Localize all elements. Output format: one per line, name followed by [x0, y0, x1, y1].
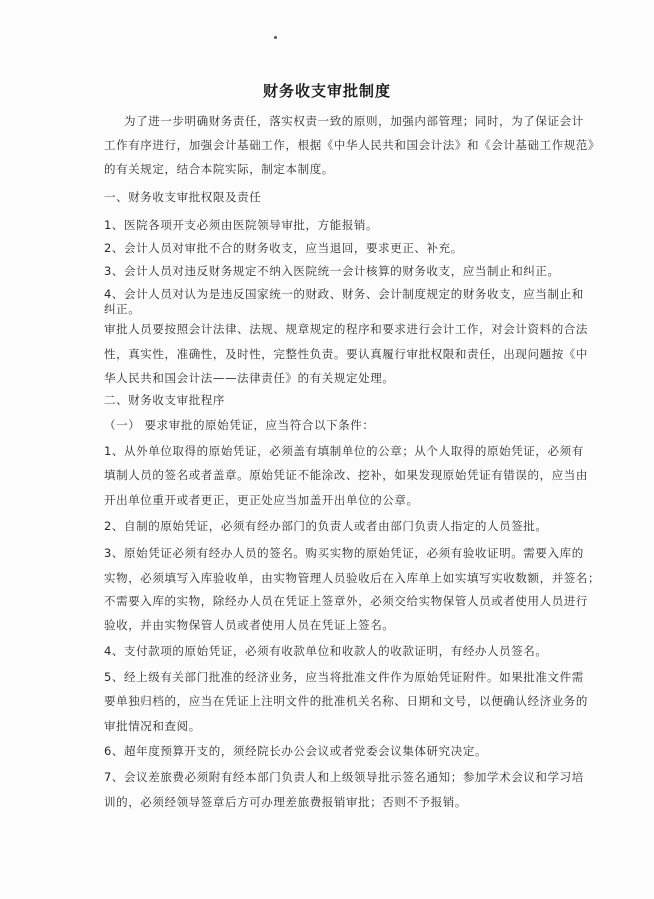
- paragraph-line: 的有关规定，结合本院实际，制定本制度。: [104, 162, 334, 176]
- paragraph-line: 审批人员要按照会计法律、法规、规章规定的程序和要求进行会计工作，对会计资料的合法: [104, 322, 588, 336]
- list-item: 4、会计人员对认为是违反国家统一的财政、财务、会计制度规定的财务收支，应当制止和: [104, 287, 584, 301]
- list-item: 5、经上级有关部门批准的经济业务，应当将批准文件作为原始凭证附件。如果批准文件需: [104, 670, 584, 684]
- paragraph-line: 为了进一步明确财务责任，落实权责一致的原则，加强内部管理；同时，为了保证会计: [124, 114, 584, 128]
- subsection-heading: （一） 要求审批的原始凭证，应当符合以下条件：: [104, 418, 375, 432]
- section-heading: 一、财务收支审批权限及责任: [104, 190, 262, 204]
- list-item-continued: 开出单位重开或者更正，更正处应当加盖开出单位的公章。: [104, 493, 419, 507]
- document-title: 财务收支审批制度: [262, 82, 391, 100]
- list-item: 4、支付款项的原始凭证，必须有收款单位和收款人的收款证明，有经办人员签名。: [104, 644, 548, 658]
- list-item-continued: 实物，必须填写入库验收单，由实物管理人员验收后在入库单上如实填写实收数额，并签名；: [104, 571, 601, 585]
- list-item: 7、会议差旅费必须附有经本部门负责人和上级领导批示签名通知；参加学术会议和学习培: [104, 770, 584, 784]
- list-item: 3、原始凭证必须有经办人员的签名。购买实物的原始凭证，必须有验收证明。需要入库的: [104, 546, 584, 560]
- section-heading: 二、财务收支审批程序: [104, 393, 225, 407]
- paragraph-line: 工作有序进行，加强会计基础工作，根据《中华人民共和国会计法》和《会计基础工作规范》: [104, 138, 601, 152]
- list-item: 2、会计人员对审批不合的财务收支，应当退回，要求更正、补充。: [104, 241, 463, 255]
- list-item-continued: 训的，必须经领导签章后方可办理差旅费报销审批；否则不予报销。: [104, 795, 467, 809]
- list-item-continued: 填制人员的签名或者盖章。原始凭证不能涂改、挖补，如果发现原始凭证有错误的，应当由: [104, 468, 588, 482]
- list-item: 6、超年度预算开支的，须经院长办公会议或者党委会议集体研究决定。: [104, 744, 488, 758]
- list-item-continued: 不需要入库的实物，除经办人员在凭证上签章外，必须交给实物保管人员或者使用人员进行: [104, 594, 588, 608]
- list-item-continued: 要单独归档的，应当在凭证上注明文件的批准机关名称、日期和文号，以便确认经济业务的: [104, 694, 588, 708]
- list-item-continued: 审批情况和查阅。: [104, 719, 201, 733]
- scan-speck: [274, 36, 277, 39]
- list-item-continued: 验收，并由实物保管人员或者使用人员在凭证上签名。: [104, 618, 395, 632]
- paragraph-line: 华人民共和国会计法——法律责任》的有关规定处理。: [104, 371, 395, 385]
- list-item: 1、从外单位取得的原始凭证，必须盖有填制单位的公章；从个人取得的原始凭证，必须有: [104, 444, 584, 458]
- list-item-continued: 纠正。: [104, 302, 141, 316]
- list-item: 3、会计人员对违反财务规定不纳入医院统一会计核算的财务收支，应当制止和纠正。: [104, 264, 560, 278]
- paragraph-line: 性，真实性，准确性，及时性，完整性负责。要认真履行审批权限和责任，出现问题按《中: [104, 347, 588, 361]
- list-item: 1、医院各项开支必须由医院领导审批，方能报销。: [104, 218, 379, 232]
- list-item: 2、自制的原始凭证，必须有经办部门的负责人或者由部门负责人指定的人员签批。: [104, 519, 548, 533]
